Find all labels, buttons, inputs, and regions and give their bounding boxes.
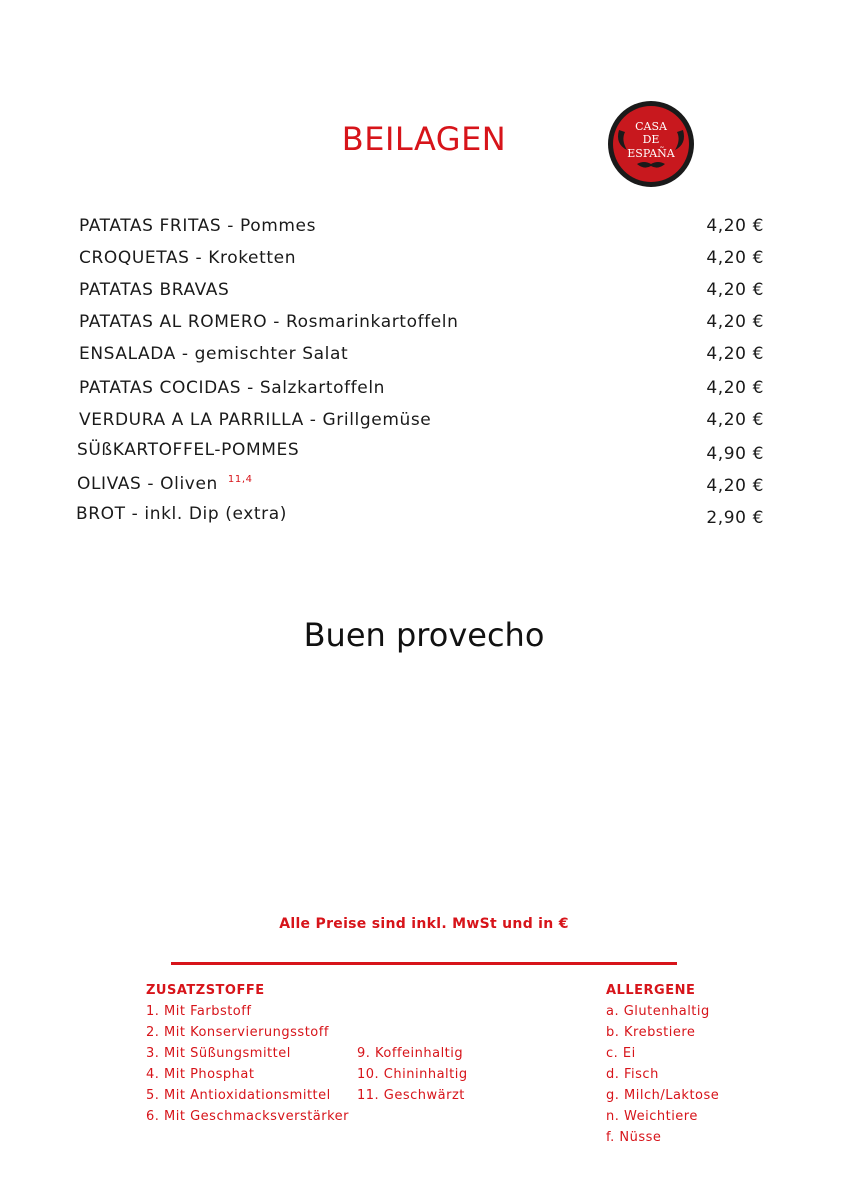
menu-item-price: 2,90 € (706, 508, 764, 528)
svg-text:DE: DE (642, 133, 660, 146)
zusatzstoffe-heading: ZUSATZSTOFFE (146, 983, 265, 998)
zusatzstoffe-list-2 (357, 1043, 468, 1106)
menu-item-name: ENSALADA - gemischter Salat (79, 344, 349, 364)
allergen-item: d. Fisch (606, 1067, 659, 1082)
menu-item (0, 504, 848, 532)
menu-item (0, 474, 848, 502)
additive-item: 9. Koffeinhaltig (357, 1046, 464, 1061)
menu-item (0, 344, 848, 372)
menu-item-name: OLIVAS - Oliven $^{11,4}$ (77, 474, 253, 494)
menu-item (0, 280, 848, 308)
menu-item-name: PATATAS FRITAS - Pommes (79, 216, 317, 236)
menu-item (0, 312, 848, 340)
allergene-heading: ALLERGENE (606, 983, 696, 998)
menu-item-name: PATATAS COCIDAS - Salzkartoffeln (79, 378, 386, 398)
menu-item (0, 216, 848, 244)
svg-text:CASA: CASA (635, 120, 667, 133)
menu-item-price: 4,20 € (706, 312, 764, 332)
menu-item (0, 248, 848, 276)
additive-item: 3. Mit Süßungsmittel (146, 1046, 291, 1061)
allergen-item: n. Weichtiere (606, 1109, 698, 1124)
menu-item-price: 4,90 € (706, 444, 764, 464)
allergen-item: a. Glutenhaltig (606, 1004, 710, 1019)
menu-item-price: 4,20 € (706, 216, 764, 236)
menu-item-price: 4,20 € (706, 248, 764, 268)
closing-greeting: Buen provecho (303, 616, 545, 654)
zusatzstoffe-list (146, 980, 349, 1127)
menu-item-name: BROT - inkl. Dip (extra) (76, 504, 288, 524)
svg-text:ESPAÑA: ESPAÑA (627, 147, 675, 160)
additive-item: 2. Mit Konservierungsstoff (146, 1025, 329, 1040)
menu-item (0, 442, 848, 470)
price-note: Alle Preise sind inkl. MwSt und in € (279, 916, 569, 932)
casa-de-espana-logo (607, 100, 695, 188)
menu-item (0, 378, 848, 406)
menu-item-name: PATATAS AL ROMERO - Rosmarinkartoffeln (79, 312, 459, 332)
menu-item-price: 4,20 € (706, 476, 764, 496)
additive-item: 4. Mit Phosphat (146, 1067, 255, 1082)
additive-item: 5. Mit Antioxidationsmittel (146, 1088, 331, 1103)
allergen-codes: 11,4 (227, 474, 253, 486)
menu-item-price: 4,20 € (706, 344, 764, 364)
additive-item: 1. Mit Farbstoff (146, 1004, 252, 1019)
allergen-item: g. Milch/Laktose (606, 1088, 720, 1103)
menu-item-name: PATATAS BRAVAS (79, 280, 230, 300)
allergene-list (606, 980, 719, 1148)
allergen-item: b. Krebstiere (606, 1025, 696, 1040)
menu-item-name: VERDURA A LA PARRILLA - Grillgemüse (79, 410, 432, 430)
page-title: BEILAGEN (341, 120, 507, 158)
additive-item: 10. Chininhaltig (357, 1067, 468, 1082)
allergen-item: f. Nüsse (606, 1130, 662, 1145)
menu-item-price: 4,20 € (706, 280, 764, 300)
allergen-item: c. Ei (606, 1046, 636, 1061)
menu-item (0, 410, 848, 438)
menu-item-price: 4,20 € (706, 410, 764, 430)
divider (171, 962, 677, 965)
menu-item-price: 4,20 € (706, 378, 764, 398)
menu-item-name: CROQUETAS - Kroketten (79, 248, 297, 268)
menu-item-name: SÜßKARTOFFEL-POMMES (77, 440, 300, 460)
additive-item: 6. Mit Geschmacksverstärker (146, 1109, 350, 1124)
additive-item: 11. Geschwärzt (357, 1088, 465, 1103)
